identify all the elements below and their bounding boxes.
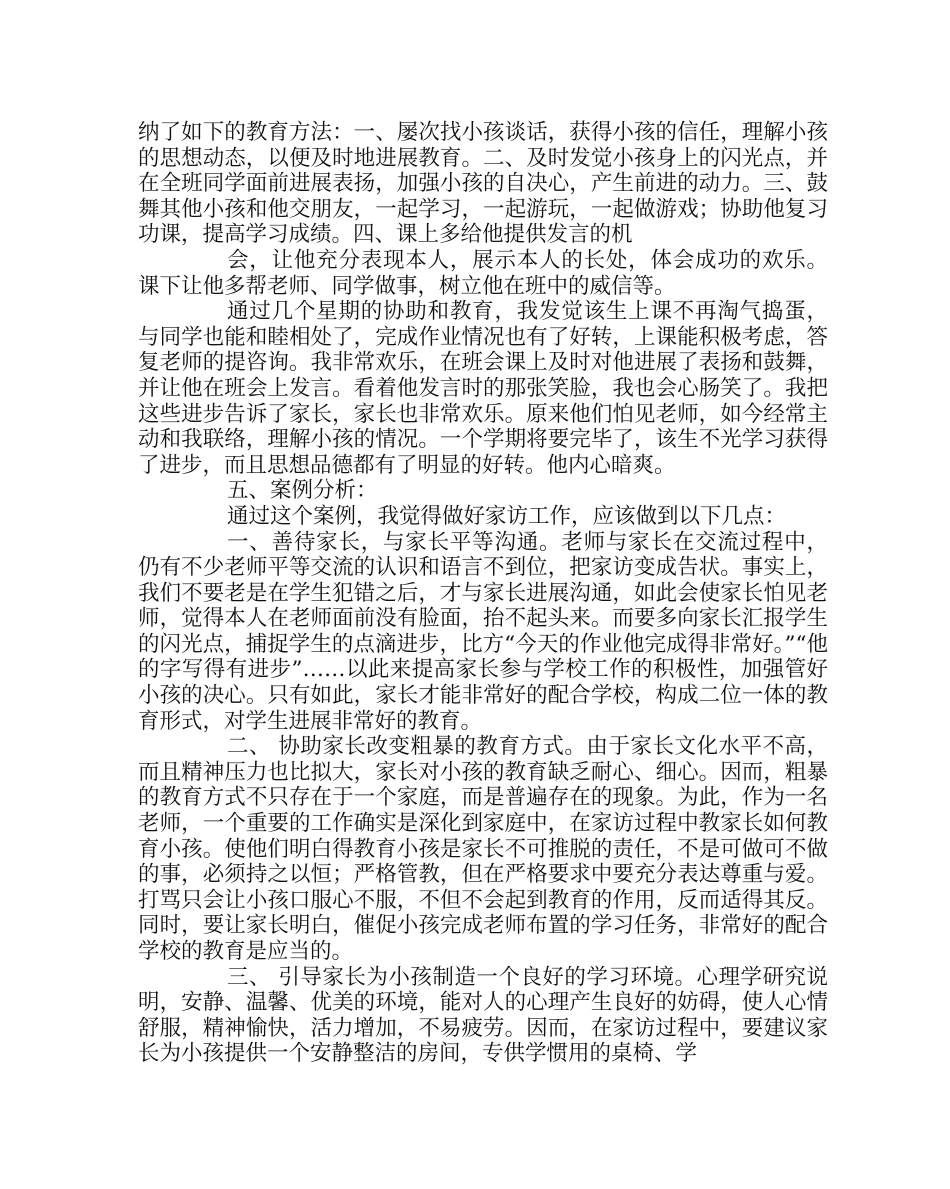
paragraph-progress: 通过几个星期的协助和教育，我发觉该生上课不再淘气捣蛋，与同学也能和睦相处了，完成作业情况也有了好转，上课能积极考虑，答复老师的提咨询。我非常欢乐，在班会课上及时对他进展了表扬和鼓舞，并让他在班会上发言。看着他发言时的那张笑脸，我也会心肠笑了。我把这些进步告诉了家长，家长也非常欢乐。原来他们怕见老师，如今经常主动和我联络，理解小孩的情况。一个学期将要完毕了，该生不光学习获得了进步，而且思想品德都有了明显的好转。他内心暗爽。 — [138, 299, 828, 478]
paragraph-intro-points: 通过这个案例，我觉得做好家访工作，应该做到以下几点： — [227, 503, 787, 529]
paragraph-methods: 纳了如下的教育方法：一、屡次找小孩谈话，获得小孩的信任，理解小孩的思想动态，以便及时地进展教育。二、及时发觉小孩身上的闪光点，并在全班同学面前进展表扬，加强小孩的自决心，产生前进的动力。三、鼓舞其他小孩和他交朋友，一起学习，一起游玩，一起做游戏；协助他复习功课，提高学习成绩。四、课上多给他提供发言的机 — [138, 120, 828, 248]
document-page — [138, 120, 828, 1067]
paragraph-opportunity: 会，让他充分表现本人，展示本人的长处，体会成功的欢乐。课下让他多帮老师、同学做事，树立他在班中的威信等。 — [138, 247, 828, 299]
section-heading-case-analysis: 五、案例分析： — [227, 478, 378, 504]
paragraph-point-two: 二、 协助家长改变粗暴的教育方式。由于家长文化水平不高，而且精神压力也比拟大，家长对小孩的教育缺乏耐心、细心。因而，粗暴的教育方式不只存在于一个家庭，而是普遍存在的现象。为此，作为一名老师，一个重要的工作确实是深化到家庭中，在家访过程中教家长如何教育小孩。使他们明白得教育小孩是家长不可推脱的责任，不是可做可不做的事，必须持之以恒；严格管教，但在严格要求中要充分表达尊重与爱。打骂只会让小孩口服心不服，不但不会起到教育的作用，反而适得其反。同时，要让家长明白，催促小孩完成老师布置的学习任务，非常好的配合学校的教育是应当的。 — [138, 734, 828, 964]
paragraph-point-one: 一、善待家长，与家长平等沟通。老师与家长在交流过程中，仍有不少老师平等交流的认识和语言不到位，把家访变成告状。事实上，我们不要老是在学生犯错之后，才与家长进展沟通，如此会使家长怕见老师，觉得本人在老师面前没有脸面，抬不起头来。而要多向家长汇报学生的闪光点，捕捉学生的点滴进步，比方“今天的作业他完成得非常好。”“他的字写得有进步”……以此来提高家长参与学校工作的积极性，加强管好小孩的决心。只有如此，家长才能非常好的配合学校，构成二位一体的教育形式，对学生进展非常好的教育。 — [138, 529, 828, 734]
paragraph-point-three: 三、 引导家长为小孩制造一个良好的学习环境。心理学研究说明，安静、温馨、优美的环境，能对人的心理产生良好的妨碍，使人心情舒服，精神愉快，活力增加，不易疲劳。因而，在家访过程中，要建议家长为小孩提供一个安静整洁的房间，专供学惯用的桌椅、学 — [138, 964, 828, 1067]
